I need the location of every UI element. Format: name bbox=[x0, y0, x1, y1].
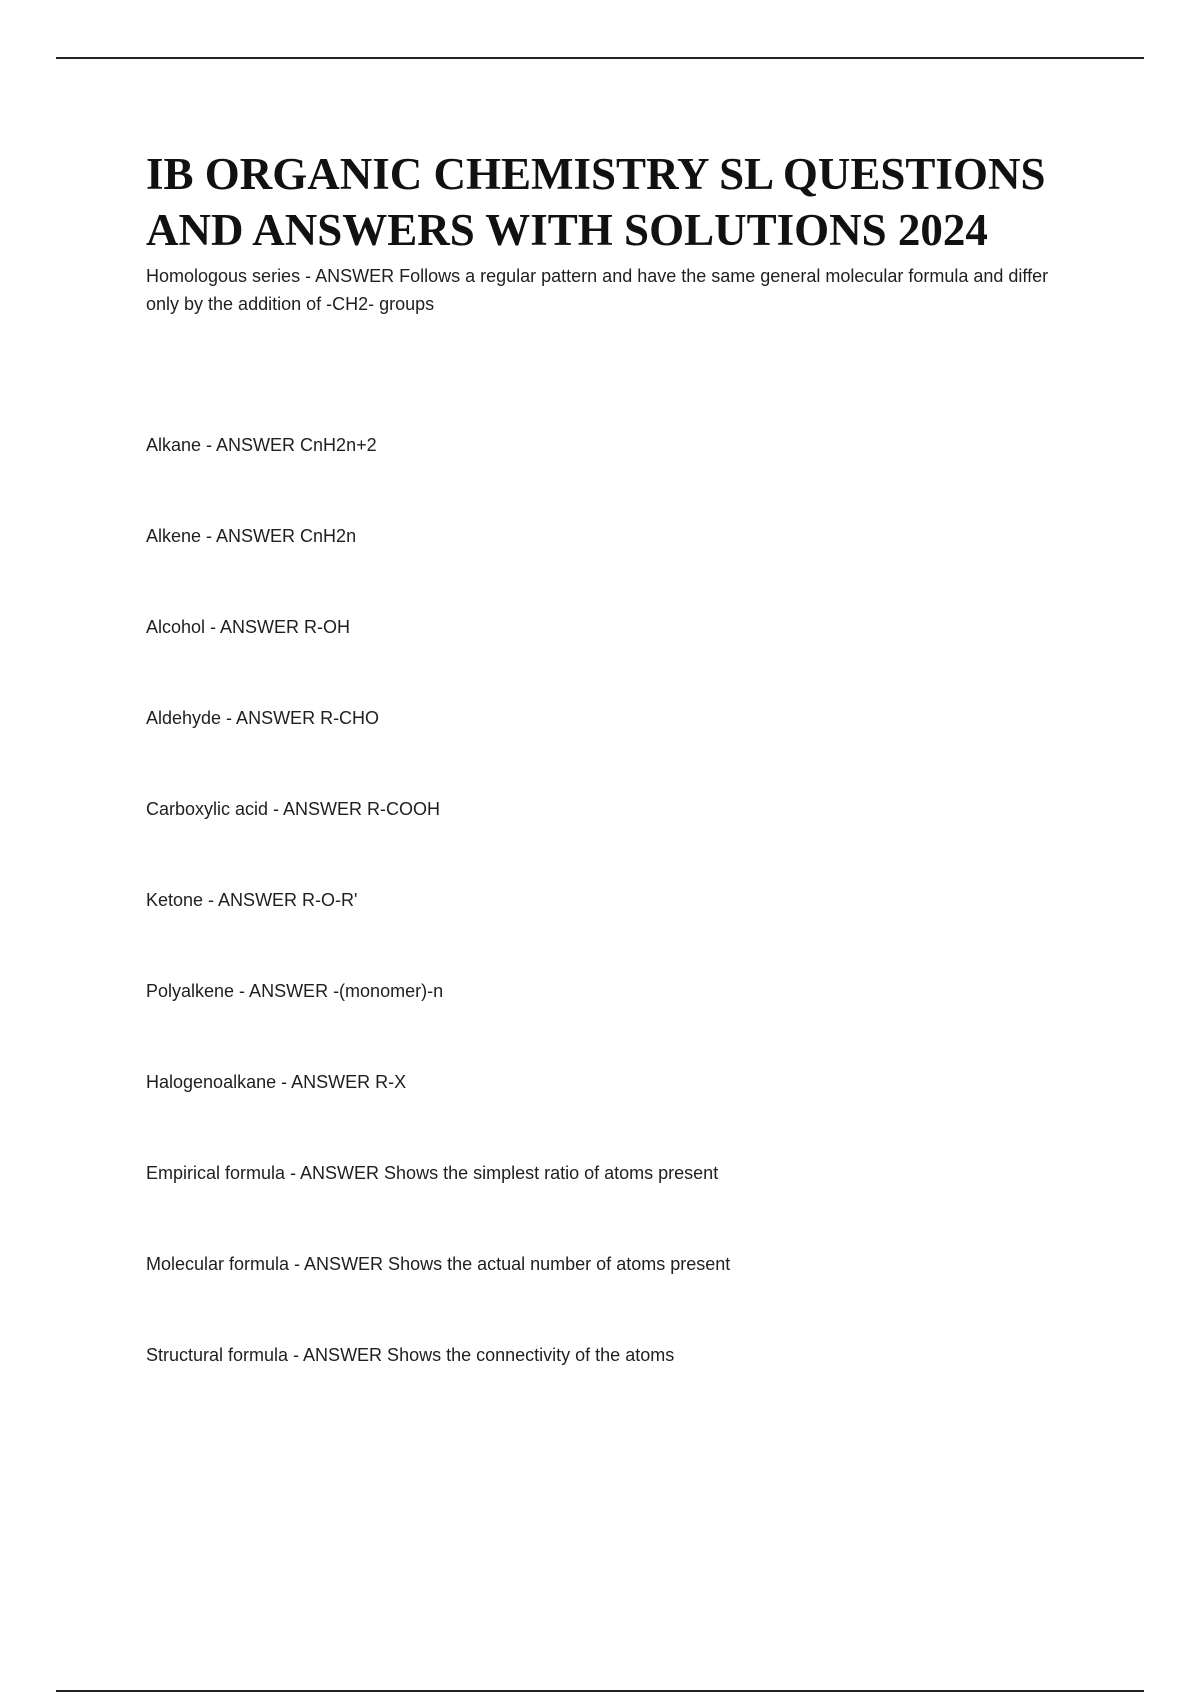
qa-item-halogenoalkane: Halogenoalkane - ANSWER R-X bbox=[146, 1072, 407, 1092]
document-body bbox=[146, 146, 1076, 318]
qa-item-carboxylic-acid: Carboxylic acid - ANSWER R-COOH bbox=[146, 799, 441, 819]
qa-item-ketone: Ketone - ANSWER R-O-R' bbox=[146, 890, 358, 910]
qa-item-aldehyde: Aldehyde - ANSWER R-CHO bbox=[146, 708, 380, 728]
bottom-rule bbox=[56, 1690, 1144, 1692]
top-rule bbox=[56, 57, 1144, 59]
qa-item-alcohol: Alcohol - ANSWER R-OH bbox=[146, 617, 351, 637]
qa-item-structural-formula: Structural formula - ANSWER Shows the connectivity of the atoms bbox=[146, 1345, 675, 1365]
document-title: IB ORGANIC CHEMISTRY SL QUESTIONS AND ANSWERS WITH SOLUTIONS 2024 bbox=[146, 149, 1046, 255]
qa-item-homologous-series: Homologous series - ANSWER Follows a regular pattern and have the same general molecular formula and differ only by the addition of -CH2- groups bbox=[146, 266, 1049, 314]
qa-item-molecular-formula: Molecular formula - ANSWER Shows the actual number of atoms present bbox=[146, 1254, 731, 1274]
qa-item-alkane: Alkane - ANSWER CnH2n+2 bbox=[146, 435, 377, 455]
qa-item-alkene: Alkene - ANSWER CnH2n bbox=[146, 526, 357, 546]
qa-item-empirical-formula: Empirical formula - ANSWER Shows the simplest ratio of atoms present bbox=[146, 1163, 719, 1183]
qa-item-polyalkene: Polyalkene - ANSWER -(monomer)-n bbox=[146, 981, 444, 1001]
